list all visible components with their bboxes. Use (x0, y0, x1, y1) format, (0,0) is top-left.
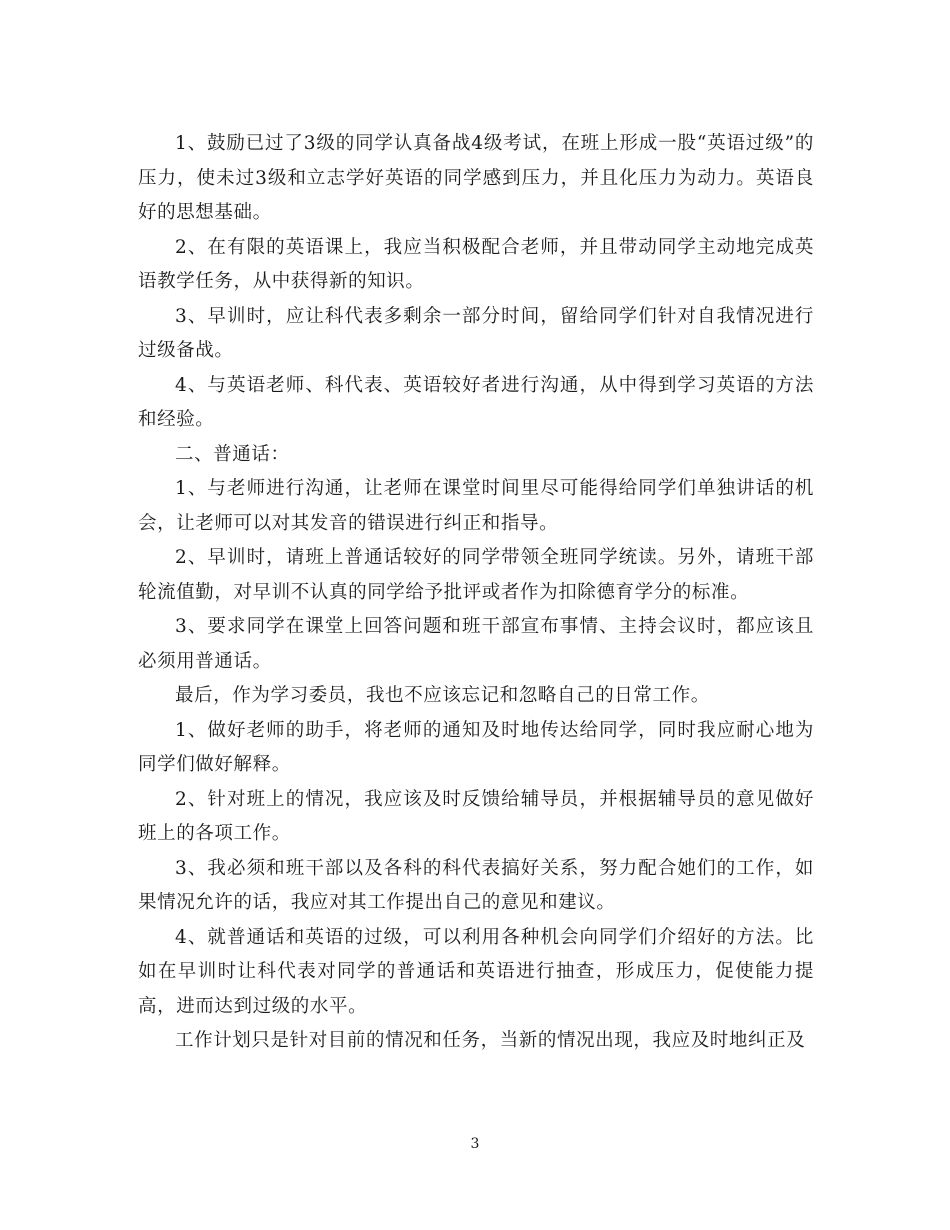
page-number: 3 (470, 1136, 480, 1152)
paragraph-mandarin-1: 1、与老师进行沟通，让老师在课堂时间里尽可能得给同学们单独讲话的机会，让老师可以对其发音的错误进行纠正和指导。 (138, 478, 814, 534)
paragraph-mandarin-3: 3、要求同学在课堂上回答问题和班干部宣布事情、主持会议时，都应该且必须用普通话。 (138, 616, 814, 672)
paragraph-mandarin-2: 2、早训时，请班上普通话较好的同学带领全班同学统读。另外，请班干部轮流值勤，对早训不认真的同学给予批评或者作为扣除德育学分的标准。 (138, 547, 814, 603)
paragraph-english-3: 3、早训时，应让科代表多剩余一部分时间，留给同学们针对自我情况进行过级备战。 (138, 305, 814, 361)
document-body (138, 127, 814, 1059)
paragraph-daily-work-1: 1、做好老师的助手，将老师的通知及时地传达给同学，同时我应耐心地为同学们做好解释。 (138, 719, 814, 775)
paragraph-daily-work-intro: 最后，作为学习委员，我也不应该忘记和忽略自己的日常工作。 (175, 685, 710, 706)
paragraph-english-2: 2、在有限的英语课上，我应当积极配合老师，并且带动同学主动地完成英语教学任务，从中获得新的知识。 (138, 236, 814, 292)
paragraph-daily-work-3: 3、我必须和班干部以及各科的科代表搞好关系，努力配合她们的工作，如果情况允许的话，我应对其工作提出自己的意见和建议。 (138, 857, 814, 913)
paragraph-english-1: 1、鼓励已过了3级的同学认真备战4级考试，在班上形成一股“英语过级”的压力，使未过3级和立志学好英语的同学感到压力，并且化压力为动力。英语良好的思想基础。 (138, 133, 814, 223)
paragraph-closing: 工作计划只是针对目前的情况和任务，当新的情况出现，我应及时地纠正及 (175, 1030, 806, 1051)
paragraph-english-4: 4、与英语老师、科代表、英语较好者进行沟通，从中得到学习英语的方法和经验。 (138, 374, 814, 430)
section-heading-mandarin: 二、普通话： (175, 443, 290, 465)
paragraph-daily-work-2: 2、针对班上的情况，我应该及时反馈给辅导员，并根据辅导员的意见做好班上的各项工作。 (138, 788, 814, 844)
paragraph-daily-work-4: 4、就普通话和英语的过级，可以利用各种机会向同学们介绍好的方法。比如在早训时让科代表对同学的普通话和英语进行抽查，形成压力，促使能力提高，进而达到过级的水平。 (138, 926, 814, 1017)
